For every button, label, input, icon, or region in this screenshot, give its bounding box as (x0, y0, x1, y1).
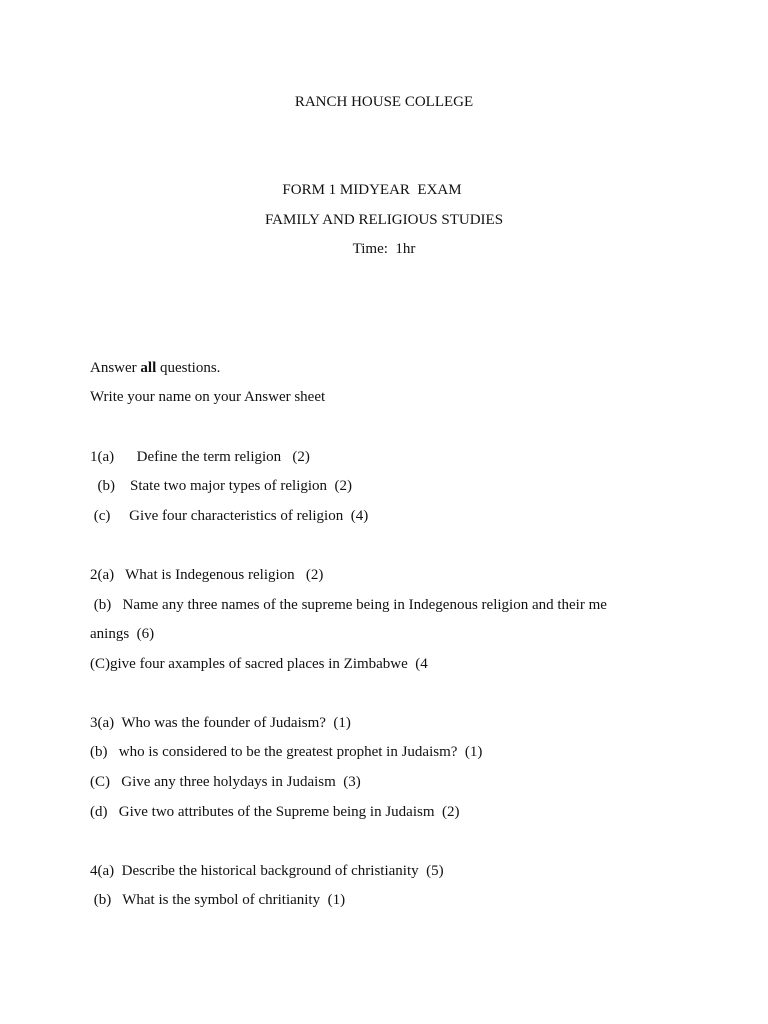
instruction-write-name: Write your name on your Answer sheet (90, 389, 326, 405)
question-4a: 4(a) Describe the historical background of christianity (5) (90, 863, 444, 879)
question-2c: (C)give four axamples of sacred places in Zimbabwe (4 (90, 656, 428, 672)
question-3d: (d) Give two attributes of the Supreme being in Judaism (2) (90, 804, 460, 820)
school-name: RANCH HOUSE COLLEGE (294, 94, 474, 110)
question-1a: 1(a) Define the term religion (2) (90, 449, 310, 465)
question-1b: (b) State two major types of religion (2) (90, 478, 353, 494)
instruction-answer-all (90, 359, 220, 377)
question-3b: (b) who is considered to be the greatest prophet in Judaism? (1) (90, 744, 483, 760)
question-1c: (c) Give four characteristics of religion (4) (90, 508, 369, 524)
exam-title: FORM 1 MIDYEAR EXAM (282, 182, 462, 198)
instruction-prefix: Answer (90, 360, 141, 376)
exam-duration: Time: 1hr (352, 241, 416, 257)
instruction-emphasis: all (140, 360, 157, 376)
question-3c: (C) Give any three holydays in Judaism (3) (90, 774, 361, 790)
subject-title: FAMILY AND RELIGIOUS STUDIES (264, 212, 504, 228)
question-2a: 2(a) What is Indegenous religion (2) (90, 567, 324, 583)
question-2b-line2: anings (6) (90, 626, 155, 642)
question-3a: 3(a) Who was the founder of Judaism? (1) (90, 715, 351, 731)
question-2b-line1: (b) Name any three names of the supreme being in Indegenous religion and their me (90, 597, 607, 613)
question-4b: (b) What is the symbol of chritianity (1) (90, 892, 346, 908)
instruction-suffix: questions. (156, 360, 221, 376)
